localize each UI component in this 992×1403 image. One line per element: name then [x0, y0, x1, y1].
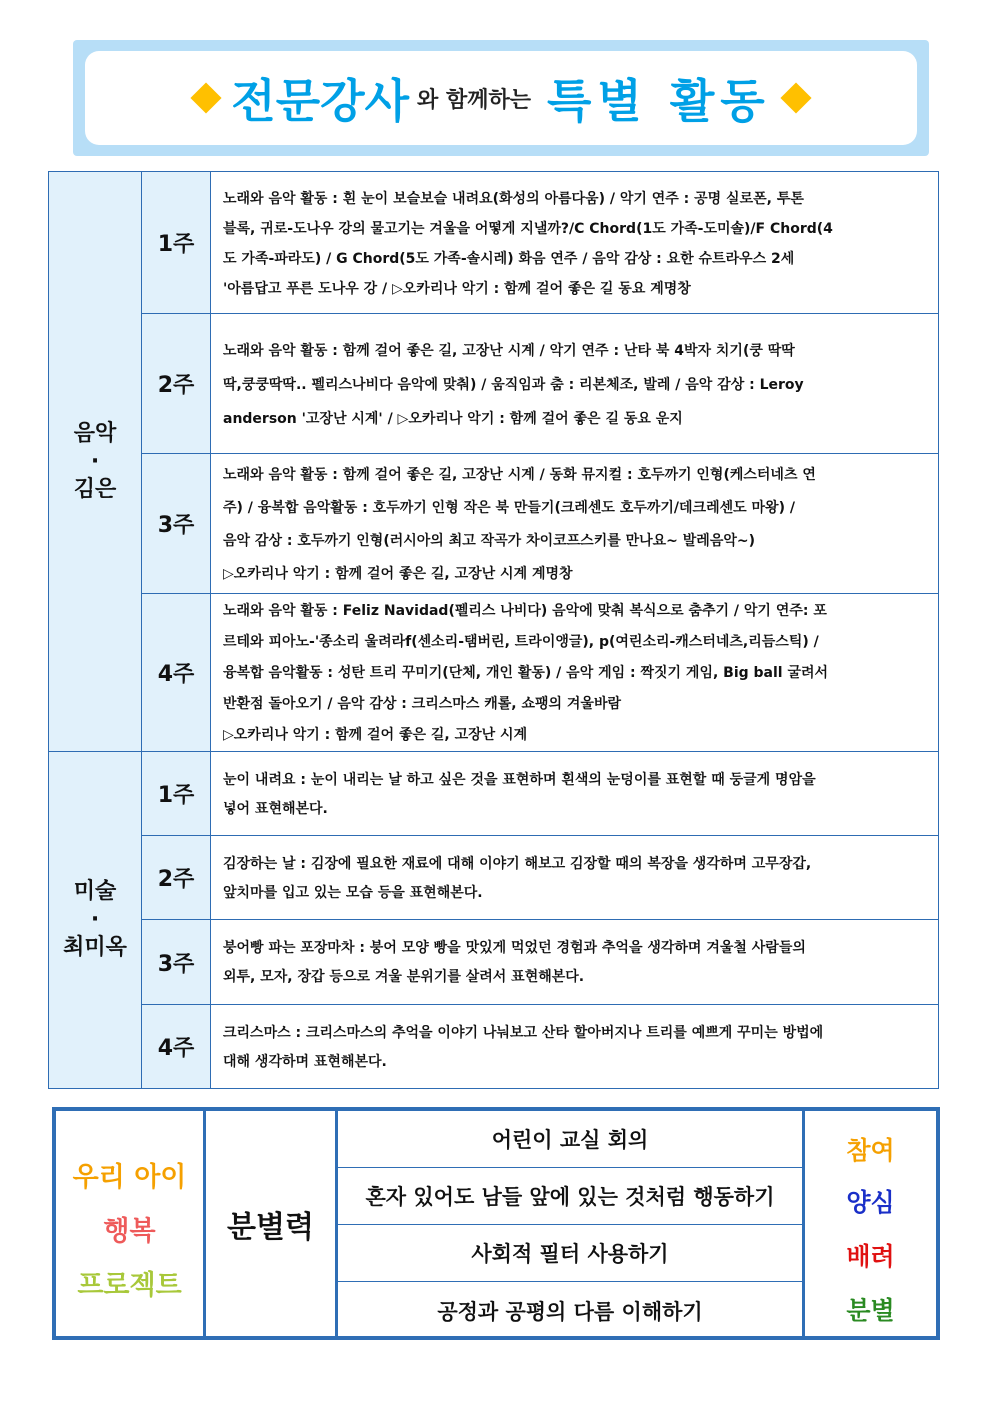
value-item: 참여 — [846, 1136, 895, 1165]
title-box — [85, 51, 917, 145]
week-content — [211, 594, 939, 752]
project-name-line2: 행복 — [103, 1216, 156, 1247]
content-line: 크리스마스 : 크리스마스의 추억을 이야기 나눠보고 산타 할아버지나 트리를 예쁘게 꾸미는 방법에 — [223, 1024, 824, 1041]
content-line: anderson '고장난 시계' / ▷오카리나 악기 : 함께 걸어 좋은 길 동요 운지 — [223, 410, 683, 427]
week-content — [211, 920, 939, 1005]
week-label: 3주 — [142, 454, 211, 594]
project-name-line3: 프로젝트 — [77, 1270, 182, 1301]
table-row — [49, 454, 939, 594]
content-line: 대해 생각하며 표현해본다. — [223, 1053, 387, 1070]
content-line: ▷오카리나 악기 : 함께 걸어 좋은 길, 고장난 시계 계명창 — [223, 565, 573, 582]
subject-name: 미술 — [73, 879, 117, 904]
subject-dot: · — [90, 907, 100, 932]
content-line: 도 가족-파라도) / G Chord(5도 가족-솔시레) 화음 연주 / 음악 감상 : 요한 슈트라우스 2세 — [223, 250, 795, 267]
value-item: 분별 — [846, 1296, 895, 1325]
activity-item: 어린이 교실 회의 — [338, 1111, 802, 1168]
week-label: 2주 — [142, 836, 211, 920]
diamond-icon — [780, 82, 811, 113]
content-line: 르테와 피아노-'종소리 울려라f(센소리-탬버린, 트라이앵글), p(여린소리-캐스터네츠,리듬스틱) / — [223, 634, 819, 650]
content-line: 음악 감상 : 호두까기 인형(러시아의 최고 작곡가 차이코프스키를 만나요~ 발레음악~) — [223, 532, 756, 549]
theme-cell — [206, 1111, 338, 1336]
week-label: 1주 — [142, 172, 211, 314]
content-line: 외투, 모자, 장갑 등으로 겨울 분위기를 살려서 표현해본다. — [223, 969, 585, 985]
week-label: 2주 — [142, 314, 211, 454]
table-row — [49, 594, 939, 752]
subject-name: 음악 — [73, 420, 117, 446]
week-content — [211, 172, 939, 314]
week-label: 4주 — [142, 1005, 211, 1089]
project-table — [52, 1107, 940, 1340]
title-part1: 전문강사 — [231, 74, 410, 128]
content-line: 융복합 음악활동 : 성탄 트리 꾸미기(단체, 개인 활동) / 음악 게임 : 짝짓기 게임, Big ball 굴려서 — [223, 665, 829, 681]
activity-item: 공정과 공평의 다름 이해하기 — [437, 1299, 703, 1324]
week-content — [211, 1005, 939, 1089]
table-row — [49, 836, 939, 920]
schedule-table — [48, 171, 939, 1089]
table-row — [49, 920, 939, 1005]
activity-item: 혼자 있어도 남들 앞에 있는 것처럼 행동하기 — [338, 1168, 802, 1225]
project-name-cell — [56, 1111, 206, 1336]
table-row — [49, 752, 939, 836]
content-line: 노래와 음악 활동 : 함께 걸어 좋은 길, 고장난 시계 / 동화 뮤지컬 : 호두까기 인형(케스터네츠 연 — [223, 466, 816, 483]
week-content — [211, 314, 939, 454]
table-row — [49, 1005, 939, 1089]
content-line: '아름답고 푸른 도나우 강 / ▷오카리나 악기 : 함께 걸어 좋은 길 동요 계명창 — [223, 280, 691, 297]
content-line: 넣어 표현해본다. — [223, 800, 328, 817]
content-line: 눈이 내려요 : 눈이 내리는 날 하고 싶은 것을 표현하며 흰색의 눈덩이를 표현할 때 둥글게 명암을 — [223, 771, 816, 788]
content-line: 김장하는 날 : 김장에 필요한 재료에 대해 이야기 해보고 김장할 때의 복장을 생각하며 고무장갑, — [223, 855, 812, 872]
theme-label: 분별력 — [227, 1209, 314, 1245]
table-row — [49, 172, 939, 314]
content-line: 노래와 음악 활동 : 함께 걸어 좋은 길, 고장난 시계 / 악기 연주 : 난타 북 4박자 치기(쿵 딱딱 — [223, 342, 795, 359]
title-part3: 특별 활동 — [546, 74, 771, 128]
values-cell — [805, 1111, 936, 1336]
content-line: ▷오카리나 악기 : 함께 걸어 좋은 길, 고장난 시계 — [223, 727, 528, 743]
activity-item: 사회적 필터 사용하기 — [338, 1225, 802, 1282]
content-line: 블록, 귀로-도나우 강의 물고기는 겨울을 어떻게 지낼까?/C Chord(1도 가족-도미솔)/F Chord(4 — [223, 220, 833, 237]
week-content — [211, 454, 939, 594]
activities-cell — [338, 1111, 805, 1336]
subject-dot: · — [90, 448, 100, 474]
teacher-name: 김은 — [73, 476, 117, 502]
content-line: 노래와 음악 활동 : Feliz Navidad(펠리스 나비다) 음악에 맞춰 복식으로 춤추기 / 악기 연주: 포 — [223, 603, 827, 619]
content-line: 노래와 음악 활동 : 흰 눈이 보슬보슬 내려요(화성의 아름다움) / 악기 연주 : 공명 실로폰, 투톤 — [223, 190, 804, 207]
content-line: 딱,쿵쿵딱딱.. 펠리스나비다 음악에 맞춰) / 움직임과 춤 : 리본체조, 발레 / 음악 감상 : Leroy — [223, 376, 804, 393]
title-banner — [73, 40, 929, 156]
subject-cell-art — [49, 752, 142, 1089]
content-line: 앞치마를 입고 있는 모습 등을 표현해본다. — [223, 884, 483, 901]
content-line: 주) / 융복합 음악활동 : 호두까기 인형 작은 북 만들기(크레센도 호두까기/데크레센도 마왕) / — [223, 499, 795, 516]
title-part2: 와 함께하는 — [417, 87, 531, 113]
value-item: 양심 — [846, 1188, 895, 1217]
project-name-line1: 우리 아이 — [72, 1162, 187, 1193]
content-line: 반환점 돌아오기 / 음악 감상 : 크리스마스 캐롤, 쇼팽의 겨울바람 — [223, 696, 621, 712]
table-row — [49, 314, 939, 454]
diamond-icon — [191, 82, 222, 113]
week-content — [211, 836, 939, 920]
week-label: 3주 — [142, 920, 211, 1005]
content-line: 붕어빵 파는 포장마차 : 붕어 모양 빵을 맛있게 먹었던 경험과 추억을 생각하며 겨울철 사람들의 — [223, 940, 806, 956]
week-content — [211, 752, 939, 836]
week-label: 1주 — [142, 752, 211, 836]
subject-cell-music — [49, 172, 142, 752]
teacher-name: 최미옥 — [63, 935, 127, 960]
value-item: 배려 — [846, 1242, 895, 1271]
week-label: 4주 — [142, 594, 211, 752]
